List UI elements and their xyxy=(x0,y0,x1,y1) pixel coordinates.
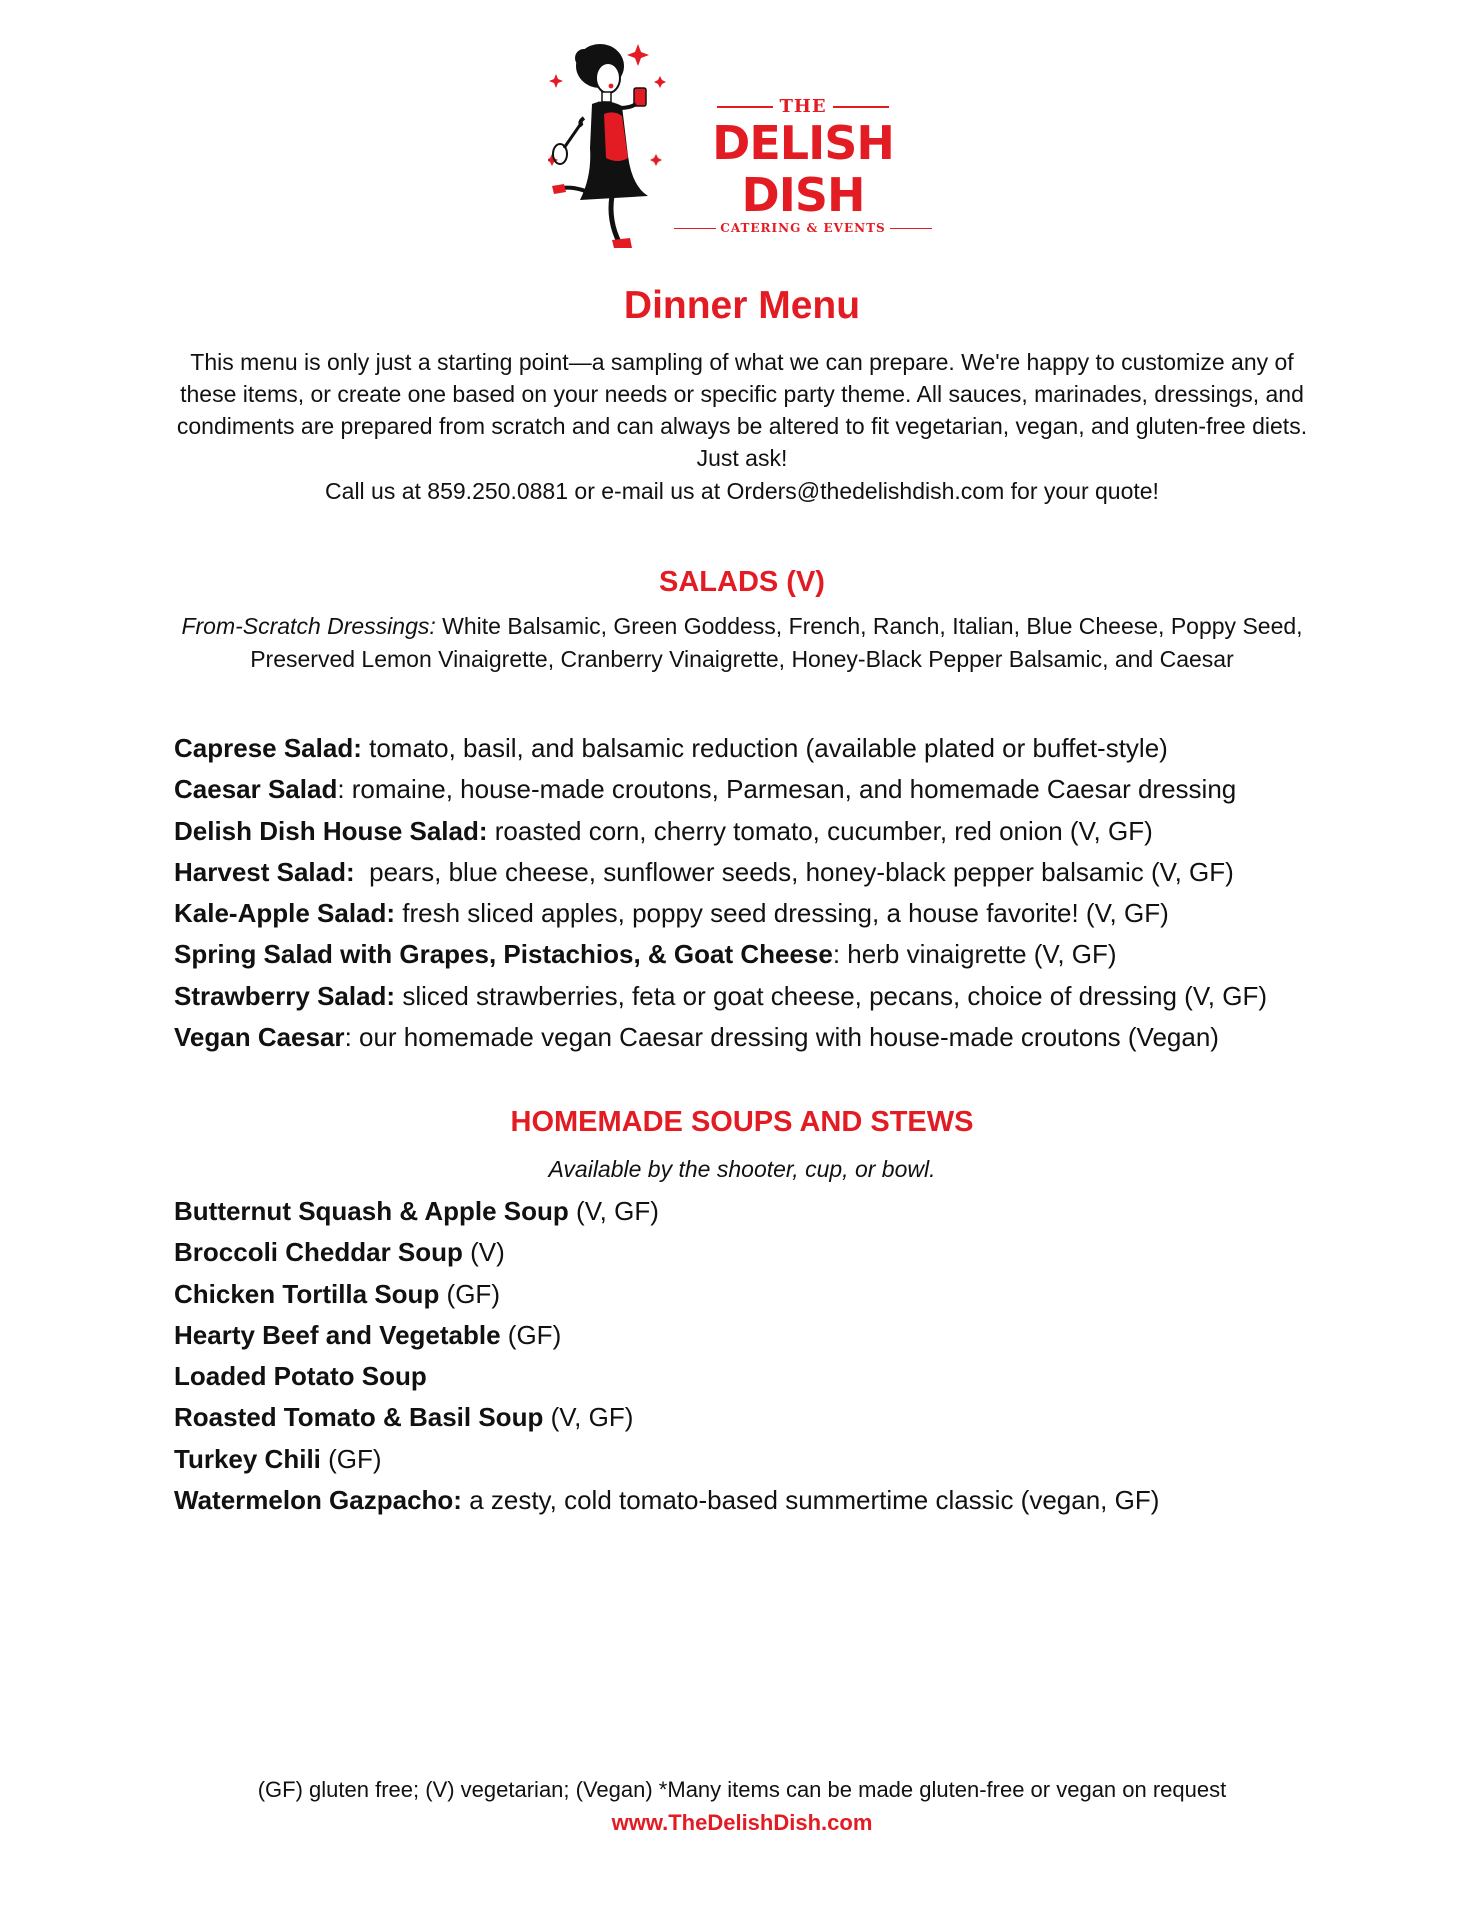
website-link[interactable]: www.TheDelishDish.com xyxy=(611,1810,873,1835)
list-item xyxy=(174,1356,1324,1397)
item-name: Broccoli Cheddar Soup xyxy=(174,1237,463,1268)
list-item xyxy=(174,934,1324,975)
pinup-chef-icon xyxy=(548,36,678,256)
list-item xyxy=(174,1315,1324,1356)
item-name: Watermelon Gazpacho: xyxy=(174,1485,462,1516)
list-item xyxy=(174,1480,1324,1521)
soup-list xyxy=(174,1191,1324,1521)
contact-line: Call us at 859.250.0881 or e-mail us at Orders@thedelishdish.com for your quote! xyxy=(325,478,1159,504)
page-title: Dinner Menu xyxy=(623,284,861,327)
list-item xyxy=(174,1191,1324,1232)
item-desc: : romaine, house-made croutons, Parmesan, and homemade Caesar dressing xyxy=(337,774,1237,805)
list-item xyxy=(174,976,1324,1017)
logo-tagline xyxy=(668,221,938,235)
dressings-paragraph xyxy=(150,610,1334,676)
list-item xyxy=(174,1017,1324,1058)
item-desc: tomato, basil, and balsamic reduction (available plated or buffet-style) xyxy=(361,733,1168,763)
item-desc: : herb vinaigrette (V, GF) xyxy=(832,939,1117,970)
logo-name: DELISH DISH xyxy=(712,116,894,222)
item-name: Hearty Beef and Vegetable xyxy=(174,1319,501,1350)
item-desc: roasted corn, cherry tomato, cucumber, red onion (V, GF) xyxy=(487,815,1153,846)
logo-the-text: THE xyxy=(779,96,827,117)
list-item xyxy=(174,893,1324,934)
item-desc: sliced strawberries, feta or goat cheese, pecans, choice of dressing (V, GF) xyxy=(395,980,1267,1011)
item-name: Strawberry Salad: xyxy=(174,980,396,1011)
dressings-text: White Balsamic, Green Goddess, French, Ranch, Italian, Blue Cheese, Poppy Seed, Preserved Lemon Vinaigrette, Cranberry Vinaigrette, Honey-Black Pepper Balsamic, and Caesar xyxy=(250,613,1303,672)
item-desc: (V, GF) xyxy=(568,1196,659,1226)
list-item xyxy=(174,769,1324,810)
soups-heading: HOMEMADE SOUPS AND STEWS xyxy=(510,1106,974,1138)
list-item xyxy=(174,1232,1324,1273)
item-name: Butternut Squash & Apple Soup xyxy=(174,1196,569,1226)
footer-legend: (GF) gluten free; (V) vegetarian; (Vegan) *Many items can be made gluten-free or vegan on request xyxy=(257,1777,1227,1802)
logo xyxy=(548,36,938,256)
item-desc: pears, blue cheese, sunflower seeds, honey-black pepper balsamic (V, GF) xyxy=(354,856,1234,887)
item-desc: a zesty, cold tomato-based summertime classic (vegan, GF) xyxy=(461,1485,1160,1516)
list-item xyxy=(174,1397,1324,1438)
item-desc: (GF) xyxy=(500,1319,562,1350)
item-name: Turkey Chili xyxy=(174,1443,321,1474)
item-desc: fresh sliced apples, poppy seed dressing, a house favorite! (V, GF) xyxy=(395,898,1169,929)
item-desc: : our homemade vegan Caesar dressing with house-made croutons (Vegan) xyxy=(344,1022,1219,1053)
item-name: Caesar Salad xyxy=(174,774,338,805)
item-desc: (GF) xyxy=(439,1278,500,1309)
item-name: Harvest Salad: xyxy=(174,856,355,887)
logo-the xyxy=(668,96,938,117)
item-desc: (V, GF) xyxy=(543,1402,634,1433)
list-item xyxy=(174,1439,1324,1480)
salad-list xyxy=(174,728,1324,1058)
item-name: Vegan Caesar xyxy=(174,1022,345,1053)
item-name: Delish Dish House Salad: xyxy=(174,815,488,846)
soups-note: Available by the shooter, cup, or bowl. xyxy=(548,1156,936,1182)
item-name: Loaded Potato Soup xyxy=(174,1361,427,1392)
item-name: Roasted Tomato & Basil Soup xyxy=(174,1402,544,1433)
salads-heading: SALADS (V) xyxy=(659,566,825,598)
item-name: Kale-Apple Salad: xyxy=(174,898,396,929)
item-desc: (V) xyxy=(462,1237,505,1268)
item-name: Chicken Tortilla Soup xyxy=(174,1278,440,1309)
item-desc: (GF) xyxy=(320,1443,382,1474)
list-item xyxy=(174,728,1324,769)
intro-paragraph: This menu is only just a starting point—a sampling of what we can prepare. We're happy to customize any of these items, or create one based on your needs or specific party theme. All sauces, marinades, dressings, and condiments are prepared from scratch and can always be altered to fit vegetarian, vegan, and gluten-free diets. Just ask! xyxy=(176,349,1308,471)
list-item xyxy=(174,1274,1324,1315)
list-item xyxy=(174,852,1324,893)
item-name: Caprese Salad: xyxy=(174,733,362,763)
item-name: Spring Salad with Grapes, Pistachios, & Goat Cheese xyxy=(174,939,833,970)
logo-tagline-text: CATERING & EVENTS xyxy=(720,221,886,235)
logo-wordmark xyxy=(668,96,938,235)
dressings-label: From-Scratch Dressings: xyxy=(181,613,436,639)
list-item xyxy=(174,811,1324,852)
